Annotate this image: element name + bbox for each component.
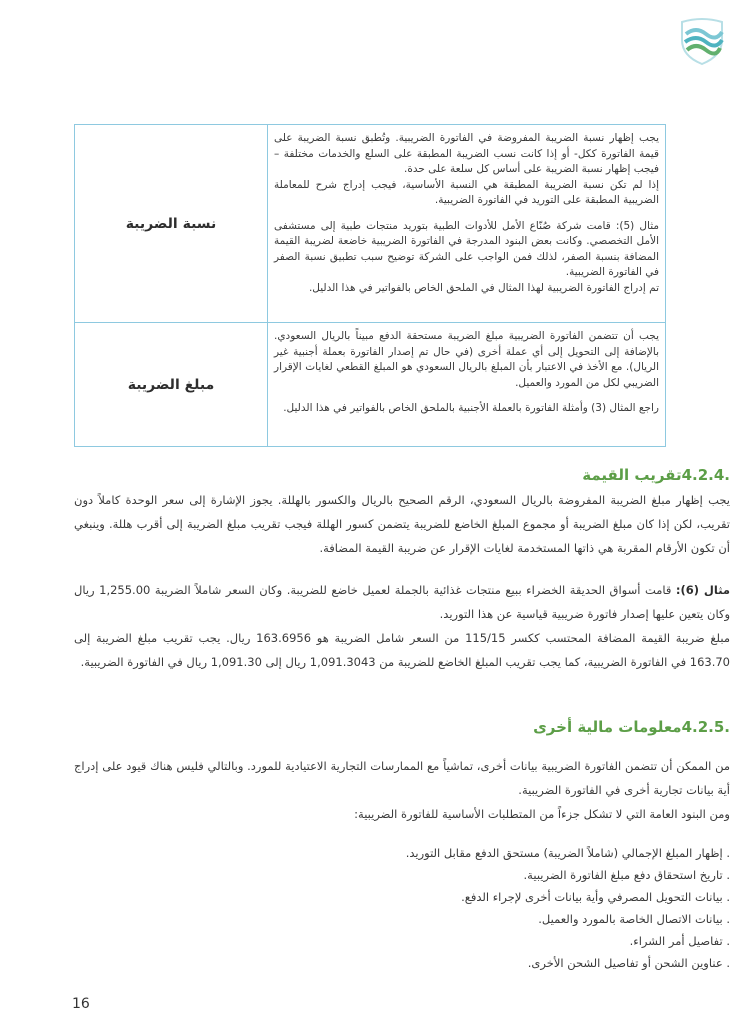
tax-amount-paragraph: يجب أن تتضمن الفاتورة الضريبية مبلغ الضريبة مستحقة الدفع مبيناً بالريال السعودي. بالإضافة إلى التحويل إلى أي عملة أخرى (في حال تم إصدار الفاتورة بعملة أجنبية غير الريال). مع الأخذ في الاعتبار بأن المبلغ بالريال السعودي هو المبلغ القطعي لغايات الإقرار الضريبي لكل من المورد والعميل. — [274, 330, 659, 389]
section-number: 4.2.5. — [681, 718, 730, 736]
invoice-requirements-table — [74, 124, 666, 447]
table-row — [75, 125, 666, 323]
example-6-text: قامت أسواق الحديقة الخضراء ببيع منتجات غذائية بالجملة لعميل خاضع للضريبة. وكان السعر شاملاً الضريبة 1,255.00 ريال وكان يتعين عليها إصدار فاتورة ضريبية قياسية عن هذا التوريد. — [74, 583, 730, 621]
list-item: . بيانات التحويل المصرفي وأية بيانات أخرى لإجراء الدفع. — [74, 886, 730, 908]
example-5-paragraph: مثال (5): قامت شركة صُنّاع الأمل للأدوات الطبية بتوريد منتجات طبية إلى مستشفى الأمل التخصصي. وكانت بعض البنود المدرجة في الفاتورة الضريبية خاضعة لضريبة القيمة المضافة بنسبة الصفر، لذلك فمن الواجب على الشركة توضيح سبب تطبيق نسبة الصفر في الفاتورة الضريبية. — [274, 219, 659, 278]
list-item: . عناوين الشحن أو تفاصيل الشحن الأخرى. — [74, 952, 730, 974]
page-number: 16 — [72, 996, 90, 1012]
section-title: معلومات مالية أخرى — [533, 718, 682, 736]
section-title: تقريب القيمة — [582, 466, 682, 484]
list-item: . بيانات الاتصال الخاصة بالمورد والعميل. — [74, 908, 730, 930]
section-heading — [74, 718, 730, 736]
tax-rate-paragraph: يجب إظهار نسبة الضريبة المفروضة في الفاتورة الضريبية. وتُطبق نسبة الضريبة على قيمة الفاتورة ككل- أو إذا كانت نسب الضريبة المطبقة على السلع والخدمات مختلفة – فيجب إظهار نسبة الضريبة على أساس كل سلعة على حدة. — [274, 132, 659, 175]
other-info-intro: من الممكن أن تتضمن الفاتورة الضريبية بيانات أخرى، تماشياً مع الممارسات التجارية الاعتيادية للمورد. وبالتالي فليس هناك قيود على إدراج أية بيانات تجارية أخرى في الفاتورة الضريبية. — [74, 759, 730, 797]
tax-amount-term: مبلغ الضريبة — [75, 323, 268, 447]
example-3-reference: راجع المثال (3) وأمثلة الفاتورة بالعملة الأجنبية بالملحق الخاص بالفواتير في هذا الدليل. — [283, 402, 659, 414]
example-6-paragraph — [74, 578, 730, 626]
rounding-paragraph: يجب إظهار مبلغ الضريبة المفروضة بالريال السعودي، الرقم الصحيح بالريال والكسور بالهللة. يجوز الإشارة إلى سعر الوحدة كاملاً دون تقريب، لكن إذا كان مبلغ الضريبة أو مجموع المبلغ الخاضع للضريبة يتضمن كسور الهللة فيجب تقريب مبلغ الضريبة إلى أقرب هللة. وينبغي أن تكون الأرقام المقربة هي ذاتها المستخدمة لغايات الإقرار عن ضريبة القيمة المضافة. — [74, 493, 730, 555]
section-number: 4.2.4. — [681, 466, 730, 484]
list-item: . إظهار المبلغ الإجمالي (شاملاً الضريبة) مستحق الدفع مقابل التوريد. — [74, 842, 730, 864]
table-row — [75, 323, 666, 447]
example-5-note: تم إدراج الفاتورة الضريبية لهذا المثال في الملحق الخاص بالفواتير في هذا الدليل. — [308, 281, 659, 294]
authority-logo-icon — [676, 14, 728, 66]
example-6-calculation: مبلغ ضريبة القيمة المضافة المحتسب ككسر 115/15 من السعر شامل الضريبة هو 163.6956 ريال. يجب تقريب مبلغ الضريبة إلى 163.70 في الفاتورة الضريبية، كما يجب تقريب المبلغ الخاضع للضريبة من 1,091.3043 ريال إلى 1,091.30 ريال في الفاتورة الضريبية. — [74, 631, 730, 669]
example-6-label: مثال (6): — [675, 583, 731, 597]
tax-amount-description — [268, 323, 666, 447]
list-item: . تفاصيل أمر الشراء. — [74, 930, 730, 952]
optional-items-list — [74, 842, 730, 974]
list-intro: ومن البنود العامة التي لا تشكل جزءاً من المتطلبات الأساسية للفاتورة الضريبية: — [354, 807, 730, 821]
tax-rate-term: نسبة الضريبة — [75, 125, 268, 323]
list-item: . تاريخ استحقاق دفع مبلغ الفاتورة الضريبية. — [74, 864, 730, 886]
tax-rate-description — [268, 125, 666, 323]
section-rounding — [74, 466, 730, 674]
section-heading — [74, 466, 730, 484]
tax-rate-paragraph: إذا لم تكن نسبة الضريبة المطبقة هي النسبة الأساسية، فيجب إدراج شرح للمعاملة الضريبية المطبقة على التوريد في الفاتورة الضريبية. — [274, 178, 659, 206]
section-other-financial-info — [74, 718, 730, 974]
